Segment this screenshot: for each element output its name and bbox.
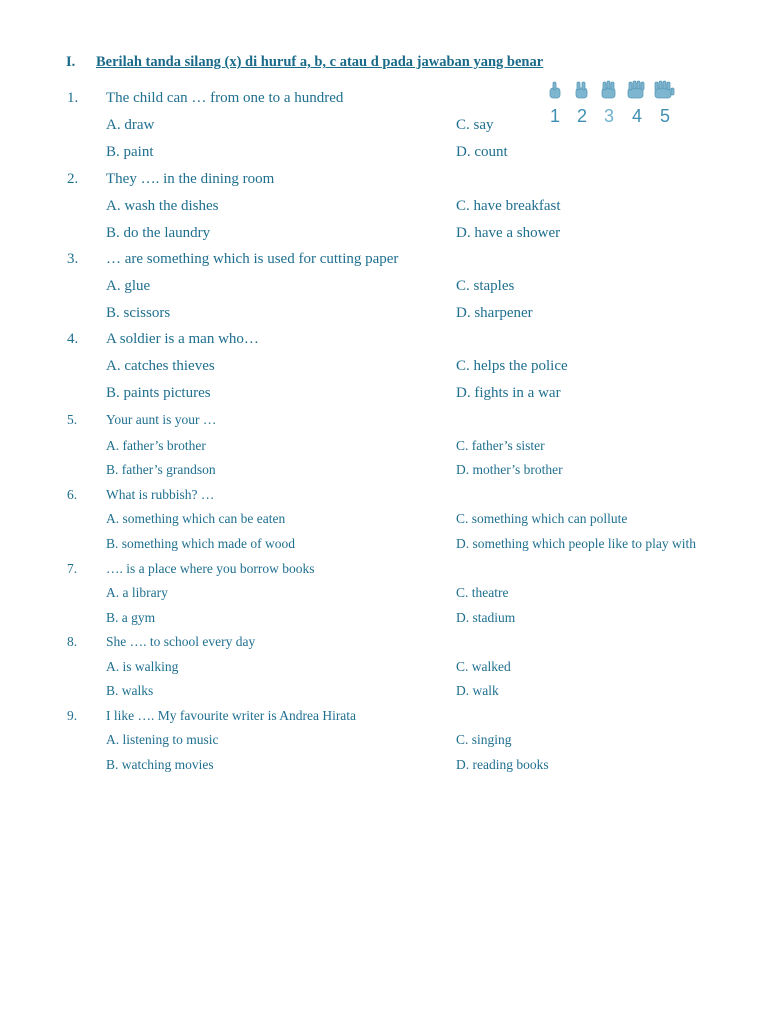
option-a[interactable]: A. listening to music [106,732,219,747]
question-number: 6. [67,487,78,502]
option-c[interactable]: C. father’s sister [456,438,545,453]
question-text: What is rubbish? … [106,487,215,502]
option-b[interactable]: B. paints pictures [106,385,211,401]
option-c[interactable]: C. theatre [456,585,509,600]
question-number: 3. [67,251,79,267]
finger-number: 1 [550,106,561,126]
hand-five-icon [655,81,674,98]
question-text: The child can … from one to a hundred [106,90,344,106]
option-c[interactable]: C. something which can pollute [456,511,628,526]
option-c[interactable]: C. helps the police [456,358,568,374]
option-a[interactable]: A. catches thieves [106,358,215,374]
hand-two-icon [576,82,587,98]
question-number: 4. [67,331,79,347]
question-number: 7. [67,561,78,576]
section-number: I. [66,54,76,70]
option-d[interactable]: D. reading books [456,757,549,772]
question-text: … are something which is used for cutting paper [106,251,399,267]
option-d[interactable]: D. mother’s brother [456,462,563,477]
question-number: 2. [67,171,79,187]
option-b[interactable]: B. do the laundry [106,225,211,241]
question-number: 8. [67,634,78,649]
option-b[interactable]: B. watching movies [106,757,214,772]
hand-three-icon [602,81,615,98]
option-a[interactable]: A. is walking [106,659,179,674]
option-a[interactable]: A. glue [106,278,151,294]
finger-number: 3 [604,106,615,126]
option-a[interactable]: A. draw [106,117,155,133]
finger-number: 2 [577,106,588,126]
option-d[interactable]: D. sharpener [456,305,533,321]
option-c[interactable]: C. singing [456,732,512,747]
option-c[interactable]: C. walked [456,659,511,674]
option-b[interactable]: B. a gym [106,610,156,625]
option-a[interactable]: A. father’s brother [106,438,206,453]
question-text: She …. to school every day [106,634,256,649]
question-text: …. is a place where you borrow books [106,561,315,576]
question-text: Your aunt is your … [106,412,217,427]
question-text: They …. in the dining room [106,171,275,187]
question-number: 5. [67,412,78,427]
option-b[interactable]: B. something which made of wood [106,536,295,551]
option-a[interactable]: A. something which can be eaten [106,511,286,526]
option-b[interactable]: B. paint [106,144,154,160]
option-c[interactable]: C. say [456,117,494,133]
hand-four-icon [628,81,644,98]
option-b[interactable]: B. scissors [106,305,171,321]
counting-fingers-illustration [540,80,680,128]
question-text: I like …. My favourite writer is Andrea Hirata [106,708,357,723]
question-number: 1. [67,90,79,106]
question-number: 9. [67,708,78,723]
section-heading [66,54,543,71]
option-c[interactable]: C. staples [456,278,515,294]
option-d[interactable]: D. walk [456,683,499,698]
option-d[interactable]: D. stadium [456,610,516,625]
option-a[interactable]: A. a library [106,585,168,600]
option-b[interactable]: B. father’s grandson [106,462,216,477]
finger-number: 5 [660,106,671,126]
option-d[interactable]: D. have a shower [456,225,561,241]
option-d[interactable]: D. count [456,144,508,160]
option-a[interactable]: A. wash the dishes [106,198,219,214]
hand-one-icon [550,82,560,98]
question-text: A soldier is a man who… [106,331,259,347]
option-c[interactable]: C. have breakfast [456,198,561,214]
section-instruction: Berilah tanda silang (x) di huruf a, b, c atau d pada jawaban yang benar [96,54,544,70]
finger-number: 4 [632,106,643,126]
option-d[interactable]: D. something which people like to play with [456,536,696,551]
option-b[interactable]: B. walks [106,683,154,698]
option-d[interactable]: D. fights in a war [456,385,561,401]
